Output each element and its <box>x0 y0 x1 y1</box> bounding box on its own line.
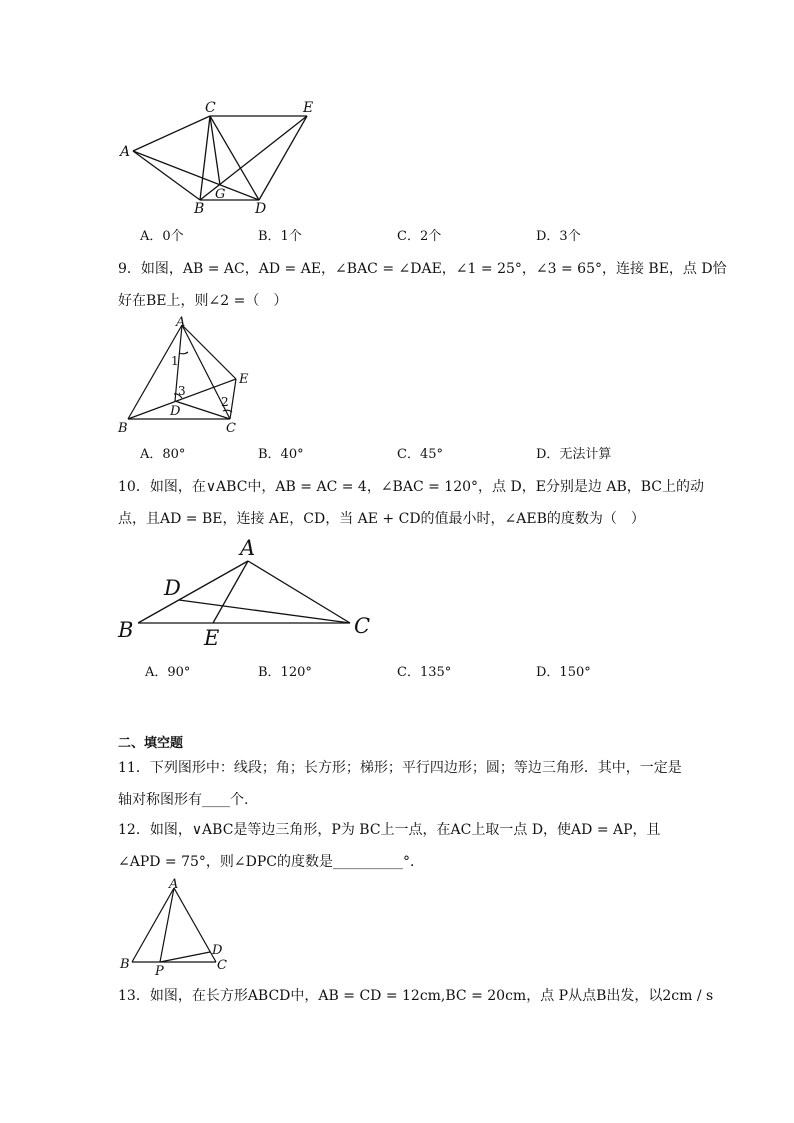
label-3: 3 <box>178 384 186 398</box>
q10-option-c: C．135° <box>397 665 452 680</box>
label-B: B <box>194 201 205 217</box>
label-2: 2 <box>221 395 229 409</box>
seg-DC <box>179 600 350 623</box>
angle-1-arc <box>179 352 188 354</box>
q8-option-b: B．1个 <box>258 229 302 244</box>
q9-text-line1: 9．如图，AB = AC，AD = AE，∠BAC = ∠DAE，∠1 = 25°，∠3 = 65°，连接 BE，点 D恰 <box>118 261 727 277</box>
label-A: A <box>176 315 186 330</box>
figure-q8 <box>110 95 330 220</box>
seg-ED <box>259 116 307 200</box>
angle-2-arc <box>223 410 232 412</box>
q9-text-line2: 好在BE上，则∠2 =（ ） <box>118 293 288 309</box>
seg-AC <box>174 888 216 962</box>
label-C: C <box>354 614 371 638</box>
figure-q12 <box>112 876 237 981</box>
label-D: D <box>170 404 181 419</box>
seg-CG <box>210 116 220 185</box>
label-A: A <box>120 144 131 160</box>
q10-option-d: D．150° <box>536 665 591 680</box>
seg-AE <box>182 325 236 379</box>
seg-AC <box>133 116 210 151</box>
q10-text-line1: 10．如图，在∨ABC中，AB = AC = 4，∠BAC = 120°，点 D，E分别是边 AB，BC上的动 <box>118 479 705 495</box>
label-E: E <box>303 100 314 116</box>
seg-AC <box>248 561 350 623</box>
q12-text-line1: 12．如图，∨ABC是等边三角形，P为 BC上一点，在AC上取一点 D，使AD = AP，且 <box>118 822 661 838</box>
label-D: D <box>164 576 181 600</box>
label-G: G <box>215 187 226 202</box>
label-P: P <box>155 964 164 979</box>
label-E: E <box>239 372 249 387</box>
seg-AP <box>160 888 174 962</box>
seg-PD <box>160 952 210 962</box>
label-D: D <box>212 943 223 958</box>
seg-BA <box>133 151 200 200</box>
label-A: A <box>240 536 256 560</box>
label-B: B <box>120 957 130 972</box>
figure-q9 <box>112 315 262 435</box>
q9-option-b: B．40° <box>258 447 304 462</box>
q13-text-line1: 13．如图，在长方形ABCD中，AB = CD = 12cm,BC = 20cm，点 P从点B出发，以2cm / s <box>118 988 714 1004</box>
q9-option-d: D．无法计算 <box>536 447 612 462</box>
seg-BA <box>138 561 248 623</box>
q8-option-a: A．0个 <box>140 229 184 244</box>
q10-option-b: B．120° <box>258 665 312 680</box>
figure-q10 <box>112 533 382 653</box>
label-D: D <box>255 201 267 217</box>
seg-EC <box>230 379 236 419</box>
label-B: B <box>118 618 134 642</box>
label-E: E <box>204 626 220 650</box>
q12-text-line2: ∠APD = 75°，则∠DPC的度数是__________°． <box>118 854 425 870</box>
q9-option-c: C．45° <box>397 447 443 462</box>
seg-AB <box>132 888 174 962</box>
label-1: 1 <box>171 354 179 368</box>
q11-text-line2: 轴对称图形有____个. <box>118 792 249 808</box>
seg-CB <box>200 116 210 200</box>
seg-AD <box>133 151 259 200</box>
label-C: C <box>205 100 216 116</box>
label-A: A <box>169 877 179 892</box>
q9-option-a: A．80° <box>140 447 186 462</box>
q8-option-c: C．2个 <box>397 229 442 244</box>
q10-text-line2: 点，且AD = BE，连接 AE，CD，当 AE + CD的值最小时，∠AEB的度数为（ ） <box>118 511 645 527</box>
label-C: C <box>217 958 227 973</box>
q10-option-a: A．90° <box>145 665 191 680</box>
q8-option-d: D．3个 <box>536 229 581 244</box>
q11-text-line1: 11．下列图形中：线段；角；长方形；梯形；平行四边形；圆；等边三角形．其中，一定是 <box>118 760 682 776</box>
label-C: C <box>226 421 236 435</box>
section-heading-fill-blank: 二、填空题 <box>118 736 184 751</box>
label-B: B <box>118 421 128 435</box>
